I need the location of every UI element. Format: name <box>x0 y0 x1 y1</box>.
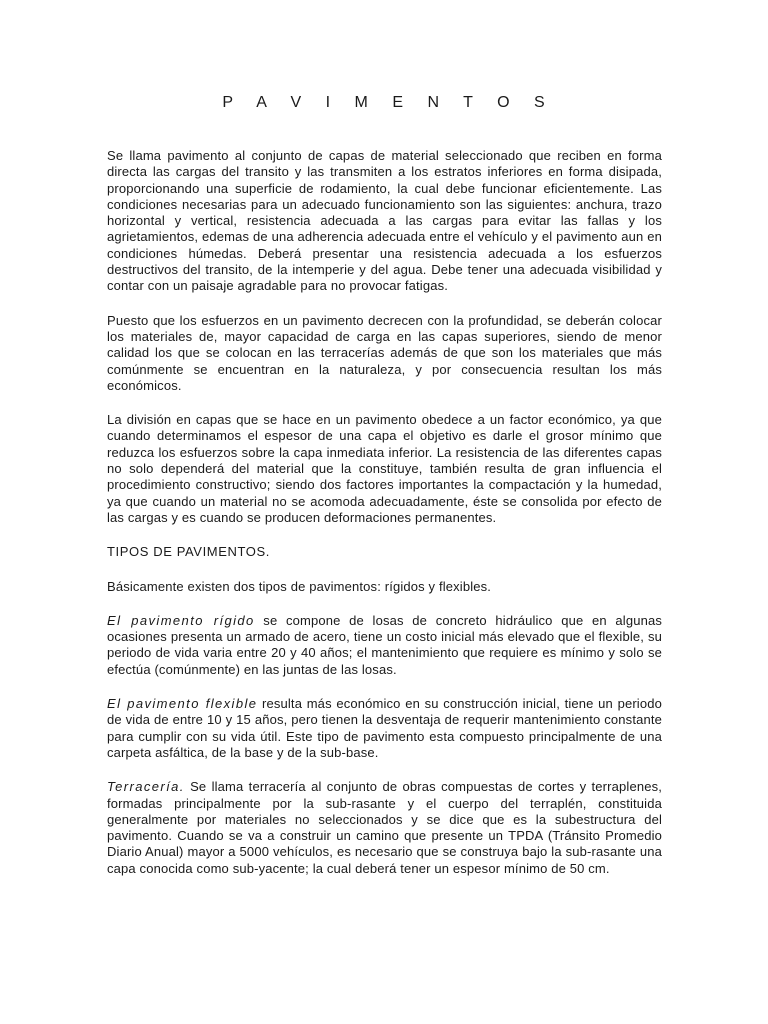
terraceria-text: Se llama terracería al conjunto de obras compuestas de cortes y terraplenes, formadas principalmente por la sub-rasante y el cuerpo del terraplén, constituida generalmente por materiales no seleccionados y se dice que es la subestructura del pavimento. Cuando se va a construir un camino que presente un TPDA (Tránsito Promedio Diario Anual) mayor a 5000 vehículos, es necesario que se construya bajo la sub-rasante una capa conocida como sub-yacente; la cual deberá tener un espesor mínimo de 50 cm. <box>107 779 662 876</box>
paragraph-rigid-pavement <box>107 613 662 678</box>
rigid-pavement-text: se compone de losas de concreto hidráulico que en algunas ocasiones presenta un armado de acero, tiene un costo inicial más elevado que el flexible, su periodo de vida varia entre 20 y 40 años; el mantenimiento que requiere es mínimo y solo se efectúa (comúnmente) en las juntas de las losas. <box>107 612 662 677</box>
section-heading: TIPOS DE PAVIMENTOS. <box>107 544 270 560</box>
paragraph-terraceria <box>107 779 662 877</box>
paragraph-definition: Se llama pavimento al conjunto de capas de material seleccionado que reciben en forma directa las cargas del transito y las transmiten a los estratos inferiores en forma disipada, proporcionando una superficie de rodamiento, la cual debe funcionar eficientemente. Las condiciones necesarias para un adecuado funcionamiento son las siguientes: anchura, trazo horizontal y vertical, resistencia adecuada a las cargas para evitar las fallas y los agrietamientos, edemas de una adherencia adecuada entre el vehículo y el pavimento aun en condiciones húmedas. Deberá presentar una resistencia adecuada a los esfuerzos destructivos del transito, de la intemperie y del agua. Debe tener una adecuada visibilidad y contar con un paisaje agradable para no provocar fatigas. <box>107 148 662 294</box>
flexible-pavement-term: El pavimento flexible <box>107 696 258 712</box>
paragraph-types-intro: Básicamente existen dos tipos de pavimentos: rígidos y flexibles. <box>107 578 492 594</box>
paragraph-layer-materials: Puesto que los esfuerzos en un pavimento decrecen con la profundidad, se deberán colocar los materiales de, mayor capacidad de carga en las capas superiores, siendo de menor calidad los que se colocan en las terracerías además de que son los materiales que más comúnmente se encuentran en la naturaleza, y por consecuencia resultan los más económicos. <box>107 312 662 393</box>
terraceria-term: Terracería. <box>107 779 185 795</box>
paragraph-layer-division: La división en capas que se hace en un pavimento obedece a un factor económico, ya que cuando determinamos el espesor de una capa el objetivo es darle el grosor mínimo que reduzca los esfuerzos sobre la capa inmediata inferior. La resistencia de las diferentes capas no solo dependerá del material que la constituye, también resulta de gran influencia el procedimiento constructivo; siendo dos factores importantes la compactación y la humedad, ya que cuando un material no se acomoda adecuadamente, éste se consolida por efecto de las cargas y es cuando se producen deformaciones permanentes. <box>107 412 662 525</box>
paragraph-flexible-pavement <box>107 696 662 761</box>
page-title: P A V I M E N T O S <box>222 94 555 111</box>
flexible-pavement-text: resulta más económico en su construcción inicial, tiene un periodo de vida de entre 10 y 15 años, pero tienen la desventaja de requerir mantenimiento constante para cumplir con su vida útil. Este tipo de pavimento esta compuesto principalmente de una carpeta asfáltica, de la base y de la sub-base. <box>107 696 662 760</box>
rigid-pavement-term: El pavimento rígido <box>107 612 255 628</box>
